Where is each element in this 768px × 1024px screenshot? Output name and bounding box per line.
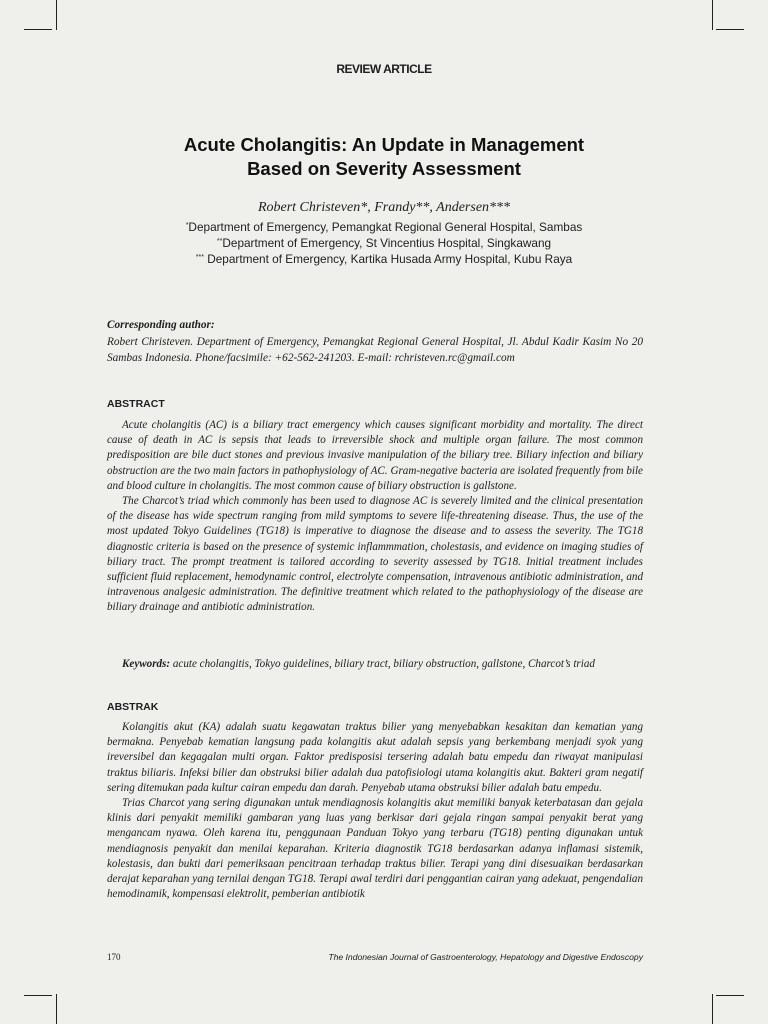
journal-name: The Indonesian Journal of Gastroenterology, Hepatology and Digestive Endoscopy	[328, 952, 643, 962]
page-footer	[107, 952, 643, 966]
section-header: REVIEW ARTICLE	[336, 62, 432, 76]
crop-mark	[712, 994, 713, 1024]
affiliation-text: Department of Emergency, St Vincentius Hospital, Singkawang	[222, 236, 552, 250]
affiliation-mark: **	[216, 238, 223, 245]
affiliation-3	[0, 252, 768, 266]
abstract-paragraph: The Charcot’s triad which commonly has been used to diagnose AC is severely limited and the clinical presentation of the disease has wide spectrum ranging from mild symptoms to severe life-threatening disease. Thus, the use of the most updated Tokyo Guidelines (TG18) is imperative to diagnose the disease and to assess the severity. The TG18 diagnostic criteria is based on the presence of systemic inflammmation, cholestasis, and evidence on imaging studies of biliary tract. The prompt treatment is tailored according to severity assessed by TG18. Initial treatment includes sufficient fluid replacement, hemodynamic control, electrolyte compensation, intravenous antibiotic administration, and intravenous analgesic administration. The definitive treatment which related to the pathophysiology of the disease are biliary drainage and antibiotic administration.	[107, 495, 643, 614]
affiliation-text: Department of Emergency, Kartika Husada Army Hospital, Kubu Raya	[203, 252, 573, 266]
crop-mark	[716, 29, 744, 30]
affiliation-2	[0, 236, 768, 250]
article-title-line-2: Based on Severity Assessment	[247, 158, 521, 179]
affiliation-1	[0, 220, 768, 234]
corresponding-author-text: Robert Christeven. Department of Emergency, Pemangkat Regional General Hospital, Jl. Abdul Kadir Kasim No 20 Sambas Indonesia. Phone/facsimile: +62-562-241203. E-mail: rchristeven.rc@gmail.com	[107, 335, 643, 364]
abstrak-heading: ABSTRAK	[107, 701, 159, 713]
crop-mark	[712, 0, 713, 30]
keywords-text: acute cholangitis, Tokyo guidelines, biliary tract, biliary obstruction, gallstone, Charcot’s triad	[172, 658, 595, 670]
abstract-heading: ABSTRACT	[107, 398, 165, 410]
abstrak-paragraph: Kolangitis akut (KA) adalah suatu kegawatan traktus bilier yang menyebabkan kesakitan dan kematian yang bermakna. Penyebab kematian langsung pada kolangitis akut adalah sepsis yang berkembang menjadi syok yang ireversibel dan kegagalan multi organ. Faktor predisposisi tersering adalah batu empedu dan riwayat manipulasi traktus biliaris. Infeksi bilier dan obstruksi bilier adalah dua patofisiologi utama kolangitis akut. Bakteri gram negatif sering ditemukan pada kultur cairan empedu dan darah. Penyebab utama obstruksi bilier adalah batu empedu.	[107, 721, 643, 794]
page-number: 170	[107, 952, 121, 962]
corresponding-author	[107, 317, 643, 367]
crop-mark	[24, 995, 52, 996]
crop-mark	[56, 0, 57, 30]
crop-mark	[56, 994, 57, 1024]
crop-mark	[24, 29, 52, 30]
affiliation-mark: *	[185, 222, 189, 229]
abstract-body	[107, 418, 643, 616]
abstrak-body	[107, 720, 643, 902]
crop-mark	[716, 995, 744, 996]
affiliation-text: Department of Emergency, Pemangkat Regional General Hospital, Sambas	[188, 220, 583, 234]
author-list: Robert Christeven*, Frandy**, Andersen***	[257, 200, 511, 215]
abstrak-paragraph: Trias Charcot yang sering digunakan untuk mendiagnosis kolangitis akut memiliki banyak keterbatasan dan gejala klinis dari penyakit memiliki gambaran yang luas yang berkisar dari gejala ringan sampai penyakit berat yang mengancam nyawa. Oleh karena itu, penggunaan Panduan Tokyo yang terbaru (TG18) penting digunakan untuk mendiagnosis penyakit dan menilai keparahan. Kriteria diagnostik TG18 berdasarkan adanya inflamasi sistemik, kolestasis, dan bukti dari pemeriksaan pencitraan terhadap traktus bilier. Terapi yang dini disesuaikan berdasarkan derajat keparahan yang ternilai dengan TG18. Terapi awal terdiri dari penggantian cairan yang adekuat, pengendalian hemodinamik, kompensasi elektrolit, pemberian antibiotik	[107, 797, 643, 901]
corresponding-author-label: Corresponding author:	[107, 319, 215, 331]
article-title-line-1: Acute Cholangitis: An Update in Management	[183, 134, 585, 155]
abstract-paragraph: Acute cholangitis (AC) is a biliary tract emergency which causes significant morbidity and mortality. The direct cause of death in AC is sepsis that leads to irreversible shock and multiple organ failure. The most common predisposition are bile duct stones and previous invasive manipulation of the biliary tree. Biliary infection and biliary obstruction are the two main factors in pathophysiology of AC. Gram-negative bacteria are isolated frequently from bile and blood culture in cholangitis. The most common cause of biliary obstruction is gallstone.	[107, 419, 643, 492]
article-title	[0, 133, 768, 181]
keywords-label: Keywords:	[122, 658, 171, 670]
keywords	[122, 658, 643, 670]
affiliation-mark: ***	[195, 254, 204, 261]
